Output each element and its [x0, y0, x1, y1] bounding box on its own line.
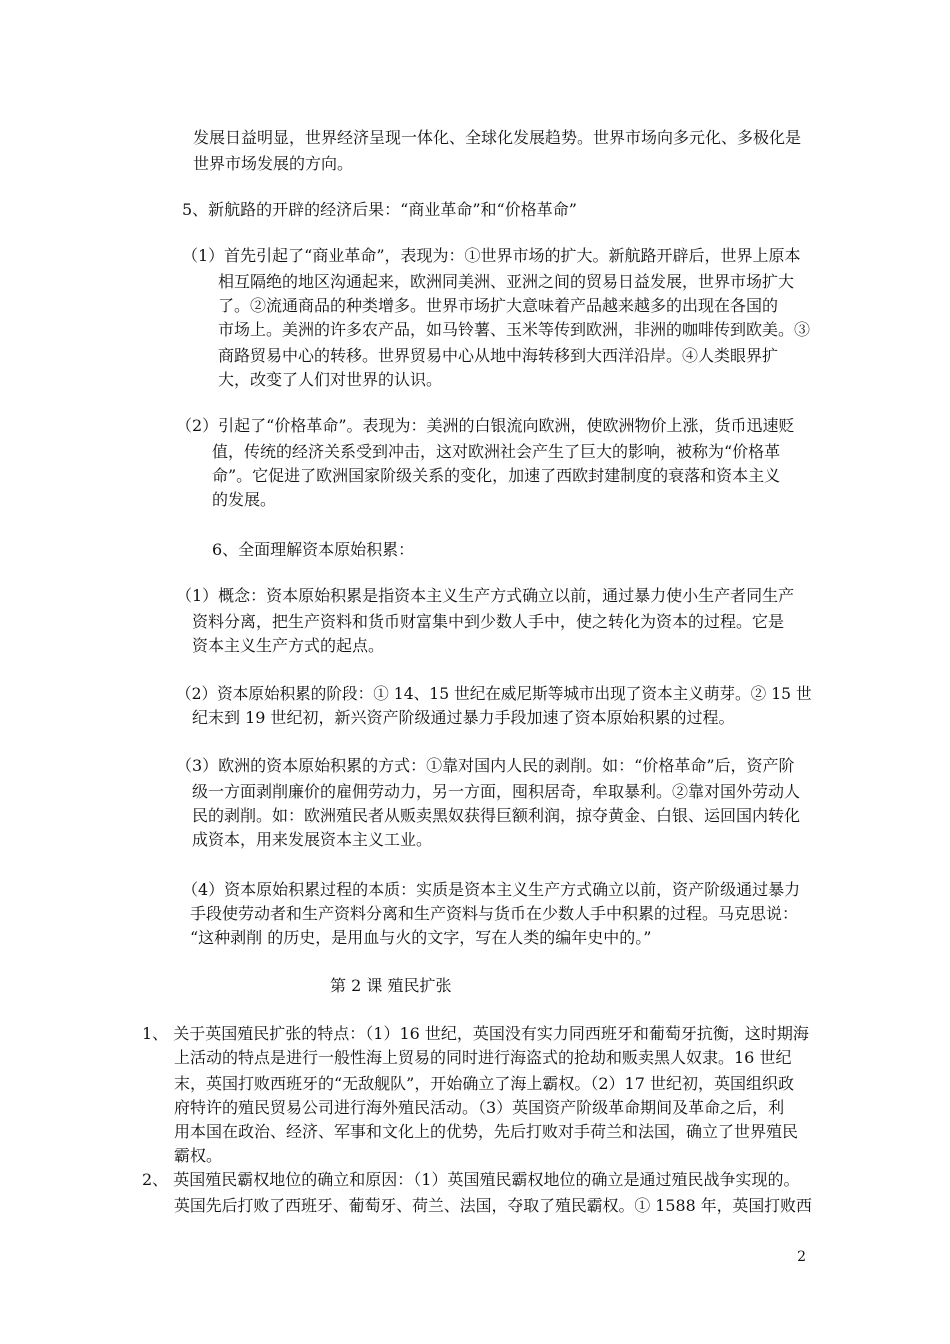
- text-line: 了。②流通商品的种类增多。世界市场扩大意味着产品越来越多的出现在各国的: [218, 296, 779, 315]
- text-line: 世界市场发展的方向。: [193, 154, 354, 173]
- list-item: 1、 关于英国殖民扩张的特点：（1）16 世纪，英国没有实力同西班牙和葡萄牙抗衡，这时期海: [142, 1024, 809, 1043]
- section-heading: 5、新航路的开辟的经济后果：“商业革命”和“价格革命”: [182, 200, 577, 219]
- text-line: 手段使劳动者和生产资料分离和生产资料与货币在少数人手中积累的过程。马克思说：: [190, 904, 799, 923]
- text-line: 级一方面剥削廉价的雇佣劳动力，另一方面，囤积居奇，牟取暴利。②靠对国外劳动人: [192, 782, 801, 801]
- text-line: 末，英国打败西班牙的“无敌舰队”，开始确立了海上霸权。（2）17 世纪初，英国组织政: [174, 1074, 794, 1093]
- text-line: （2）引起了“价格革命”。表现为：美洲的白银流向欧洲，使欧洲物价上涨，货币迅速贬: [176, 416, 795, 435]
- section-heading: 6、全面理解资本原始积累：: [212, 540, 415, 559]
- text-line: （1）概念：资本原始积累是指资本主义生产方式确立以前，通过暴力使小生产者同生产: [176, 586, 795, 605]
- text-line: 资本主义生产方式的起点。: [192, 636, 385, 655]
- text-line: 资料分离，把生产资料和货币财富集中到少数人手中，使之转化为资本的过程。它是: [192, 612, 785, 631]
- text-line: 命”。它促进了欧洲国家阶级关系的变化，加速了西欧封建制度的衰落和资本主义: [212, 466, 781, 485]
- text-line: 商路贸易中心的转移。世界贸易中心从地中海转移到大西洋沿岸。④人类眼界扩: [218, 346, 779, 365]
- text-line: （3）欧洲的资本原始积累的方式：①靠对国内人民的剥削。如：“价格革命”后，资产阶: [176, 756, 795, 775]
- text-line: 值，传统的经济关系受到冲击，这对欧洲社会产生了巨大的影响，被称为“价格革: [212, 442, 781, 461]
- text-line: （4）资本原始积累过程的本质：实质是资本主义生产方式确立以前，资产阶级通过暴力: [182, 880, 801, 899]
- text-line: 上活动的特点是进行一般性海上贸易的同时进行海盗式的抢劫和贩卖黑人奴隶。16 世纪: [174, 1048, 792, 1067]
- lesson-title: 第 2 课 殖民扩张: [330, 976, 452, 995]
- text-line: 霸权。: [174, 1146, 223, 1165]
- list-item: 2、 英国殖民霸权地位的确立和原因：（1）英国殖民霸权地位的确立是通过殖民战争实现的。: [142, 1170, 800, 1189]
- text-line: 民的剥削。如：欧洲殖民者从贩卖黑奴获得巨额利润，掠夺黄金、白银、运回国内转化: [192, 806, 801, 825]
- text-line: 的发展。: [212, 490, 277, 509]
- text-line: 发展日益明显，世界经济呈现一体化、全球化发展趋势。世界市场向多元化、多极化是: [193, 128, 802, 147]
- text-line: （2）资本原始积累的阶段：① 14、15 世纪在威尼斯等城市出现了资本主义萌芽。② 15 世: [176, 684, 812, 703]
- text-line: 纪末到 19 世纪初，新兴资产阶级通过暴力手段加速了资本原始积累的过程。: [192, 708, 735, 727]
- text-line: 府特许的殖民贸易公司进行海外殖民活动。（3）英国资产阶级革命期间及革命之后，利: [174, 1098, 785, 1117]
- text-line: 市场上。美洲的许多农产品，如马铃薯、玉米等传到欧洲，非洲的咖啡传到欧美。③: [218, 320, 811, 339]
- text-line: 用本国在政治、经济、军事和文化上的优势，先后打败对手荷兰和法国，确立了世界殖民: [174, 1122, 799, 1141]
- text-line: 大，改变了人们对世界的认识。: [218, 370, 443, 389]
- text-line: （1）首先引起了“商业革命”，表现为：①世界市场的扩大。新航路开辟后，世界上原本: [182, 246, 801, 265]
- text-line: “这种剥削 的历史，是用血与火的文字，写在人类的编年史中的。”: [190, 928, 652, 947]
- text-line: 英国先后打败了西班牙、葡萄牙、荷兰、法国，夺取了殖民霸权。① 1588 年，英国打败西: [174, 1196, 812, 1215]
- text-line: 相互隔绝的地区沟通起来，欧洲同美洲、亚洲之间的贸易日益发展，世界市场扩大: [218, 272, 795, 291]
- text-line: 成资本，用来发展资本主义工业。: [192, 830, 433, 849]
- page-number: 2: [797, 1249, 806, 1265]
